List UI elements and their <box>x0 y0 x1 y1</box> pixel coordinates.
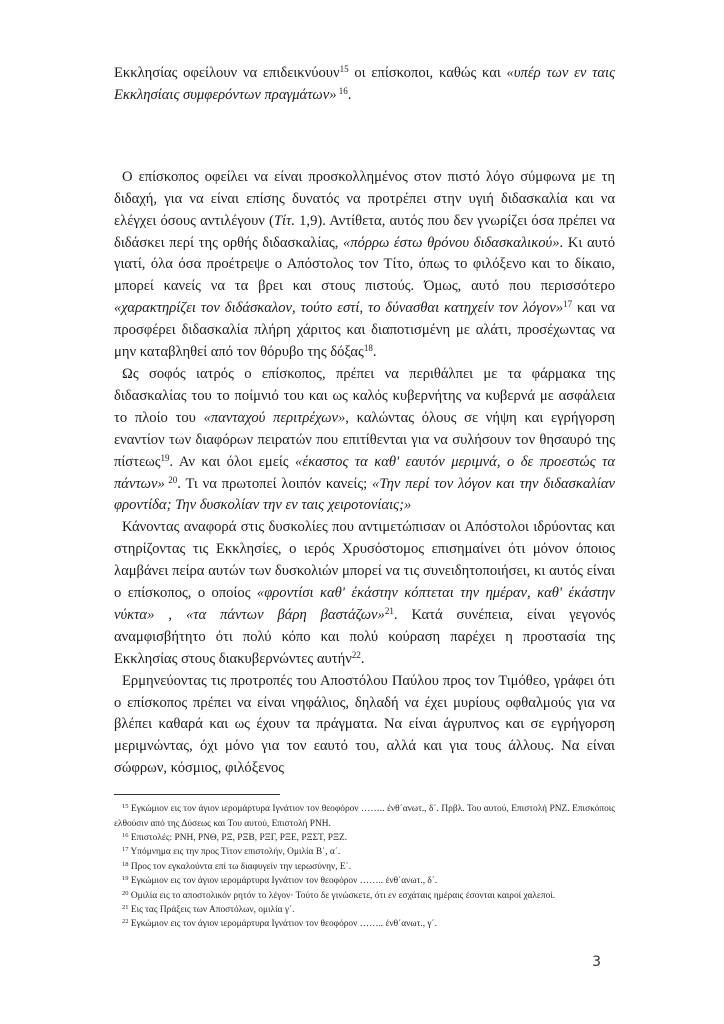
footnote-ref-20[interactable]: 20 <box>164 474 178 485</box>
punctuation: , <box>154 606 186 623</box>
footnotes <box>114 802 615 932</box>
quote: «τα πάντων βάρη βαστάζων» <box>185 606 385 623</box>
text: Κάνοντας αναφορά στις δυσκολίες που αντιμετώπισαν οι Απόστολοι ιδρύοντας και στηρίζοντας τις Εκκλησίες, ο ιερός Χρυσόστομος επισημαίνει ότι μόνον όποιος λαμβάνει πείρα αυτών των δυσκολιών μπορεί να τις συνειδητοποιήσει, κι αυτός είναι ο επίσκοπος, ο οποίος <box>114 519 615 602</box>
footnote-21 <box>114 903 615 917</box>
text: 1,9). Αντίθετα, αυτός που δεν γνωρίζει όσα πρέπει να διδάσκει περί της ορθής διδασκαλίας, <box>114 212 615 251</box>
footnote-text: Εις τας Πράξεις των Αποστόλων, ομιλία γ΄. <box>130 905 295 916</box>
paragraph-2 <box>114 364 615 517</box>
footnote-number: 17 <box>122 846 129 854</box>
quote: «έκαστος τα καθ' εαυτόν μεριμνά, ο δε προεστώς τα πάντων» <box>114 453 615 492</box>
footnote-ref-17[interactable]: 17 <box>563 299 573 310</box>
footnote-number: 21 <box>122 904 129 912</box>
footnote-17 <box>114 845 615 859</box>
quote: «πόρρω έστω θρόνου διδασκαλικού» <box>343 234 560 251</box>
footnote-ref-16[interactable]: 16 <box>336 85 348 96</box>
footnote-15 <box>114 802 615 831</box>
text: και να προσφέρει διδασκαλία πλήρη χάριτος και διαποτισμένη με αλάτι, προσέχωντας να μην καταβληθεί από τον θόρυβο της δόξας <box>114 300 615 361</box>
footnote-text: Εγκώμιον εις τον άγιον ιερομάρτυρα Ιγνάτιον τον θεοφόρον …….. ένθ΄ανωτ., δ΄. <box>130 876 438 887</box>
footnote-22 <box>114 917 615 931</box>
footnote-20 <box>114 889 615 903</box>
footnote-separator <box>114 794 280 795</box>
quote: «φροντίσι καθ' έκάστην κόπτεται την ημέραν, καθ' έκάστην νύκτα» <box>114 585 615 623</box>
footnote-text: Υπόμνημα εις την προς Τίτον επιστολήν, Ομιλία Β΄, α΄. <box>130 847 341 858</box>
paragraph-4 <box>114 671 615 781</box>
footnote-text: Ομιλία εις το αποστολικόν ρητόν το λέγον· Τούτο δε γινώσκετε, ότι εν εσχάταις ημέραις έσονται καιροί χαλεποί. <box>130 890 556 901</box>
footnote-19 <box>114 874 615 888</box>
footnote-ref-22[interactable]: 22 <box>351 649 361 660</box>
footnote-ref-19[interactable]: 19 <box>160 452 170 463</box>
text: . Κατά συνέπεια, είναι γεγονός αναμφισβήτητο ότι πολύ κόπο και πολύ κούραση παρέχει η προστασία της Εκκλησίας στους διακυβερνώντες αυτήν <box>114 606 615 667</box>
scripture-ref: Τίτ. <box>273 212 295 229</box>
text: Ως σοφός ιατρός ο επίσκοπος, πρέπει να περιθάλπει με τα φάρμακα της διδασκαλίας του το ποίμνιό του και ως καλός κυβερνήτης να κυβερνά με ασφάλεια το πλοίο του <box>114 365 615 426</box>
footnote-number: 22 <box>122 918 129 926</box>
text: Ερμηνεύοντας τις προτροπές του Αποστόλου Παύλου προς τον Τιμόθεο, γράφει ότι ο επίσκοπος πρέπει να είναι νηφάλιος, δηλαδή να έχει μυρίους οφθαλμούς για να βλέπει καθαρά και ως έχουν τα πράγματα. Να είναι άγρυπνος και σε εγρήγορση μεριμνώντας, όχι μόνο για τον εαυτό του, αλλά και για τους άλλους. Να είναι σώφρων, κόσμιος, φιλόξενος <box>114 672 615 777</box>
quote: «υπέρ των εν ταις Εκκλησίαις συμφερόντων πραγμάτων» <box>114 65 615 103</box>
intro-text: οι επίσκοποι, καθώς και <box>348 65 507 81</box>
footnote-text: Επιστολές: ΡΝΗ, ΡΝΘ, ΡΞ, ΡΞΒ, ΡΞΓ, ΡΞΕ, ΡΞΣΤ, ΡΞΖ. <box>130 833 348 843</box>
intro-text: Εκκλησίας οφείλουν να επιδεικνύουν <box>114 65 340 81</box>
punctuation: . <box>372 344 377 361</box>
page-number: 3 <box>592 953 601 970</box>
paragraph-1 <box>114 167 615 364</box>
punctuation: . <box>360 650 365 667</box>
quote: «χαρακτηρίζει τον διδάσκαλον, τούτο εστί, το δύνασθαι κατηχείν τον λόγον» <box>114 300 564 317</box>
text: . Τι να πρωτοπεί λοιπόν κανείς; <box>177 475 373 492</box>
footnote-text: Εγκώμιον εις τον άγιον ιερομάρτυρα Ιγνάτιον τον θεοφόρον …….. ένθ΄ανωτ., γ΄. <box>130 919 438 930</box>
footnote-number: 19 <box>122 875 129 883</box>
footnote-ref-21[interactable]: 21 <box>384 605 394 616</box>
intro-line <box>114 63 615 107</box>
section-gap <box>114 107 615 167</box>
footnote-ref-15[interactable]: 15 <box>339 64 349 74</box>
footnote-number: 16 <box>122 832 129 839</box>
footnote-text: Προς τον εγκαλούντα επί τω διαφυγείν την ιερωσύνην, Ε΄. <box>130 861 352 872</box>
quote: «Την περί τον λόγον και την διδασκαλίαν φροντίδα; Την δυσκολίαν την εν ταις χειροτονίαις;» <box>114 475 616 514</box>
footnote-ref-18[interactable]: 18 <box>363 343 373 354</box>
footnote-number: 20 <box>122 889 129 897</box>
footnote-number: 15 <box>122 803 129 811</box>
footnote-number: 18 <box>122 860 129 868</box>
page-body <box>114 0 615 994</box>
footnote-text: Εγκώμιον εις τον άγιον ιερομάρτυρα Ιγνάτιον τον θεοφόρον …….. ένθ΄ανωτ., δ΄. Πρβλ. Του αυτού, Επιστολή ΡΝΖ. Επισκόποις ελθούσιν από της Δύσεως και Του αυτού, Επιστολή ΡΝΗ. <box>114 804 615 829</box>
footnote-16 <box>114 831 615 845</box>
footnote-18 <box>114 860 615 874</box>
quote: «πανταχού περιτρέχων» <box>203 409 346 426</box>
text: . Κι αυτό γιατί, όλα όσα προέτρεψε ο Απόστολος τον Τίτο, όπως το φιλόξενο και το δίκαιο, μπορεί κανείς να τα βρει και στους πιστούς. Όμως, αυτό που περισσότερο <box>114 234 615 295</box>
intro-paragraph <box>114 63 615 107</box>
main-text <box>114 167 615 780</box>
text: . Αν και όλοι εμείς <box>169 453 296 470</box>
paragraph-3 <box>114 517 615 670</box>
punctuation: . <box>347 86 352 103</box>
text: , καλώντας όλους σε νήψη και εγρήγορση εναντίον των διαφόρων πειρατών που επιτίθενται για να συλήσουν τον θησαυρό της πίστεως <box>114 409 615 470</box>
text: Ο επίσκοπος οφείλει να είναι προσκολλημένος στον πιστό λόγο σύμφωνα με τη διδαχή, για να είναι επίσης δυνατός να προτρέπει στην υγιή διδασκαλία και να ελέγχει όσους αντιλέγουν ( <box>114 168 615 229</box>
